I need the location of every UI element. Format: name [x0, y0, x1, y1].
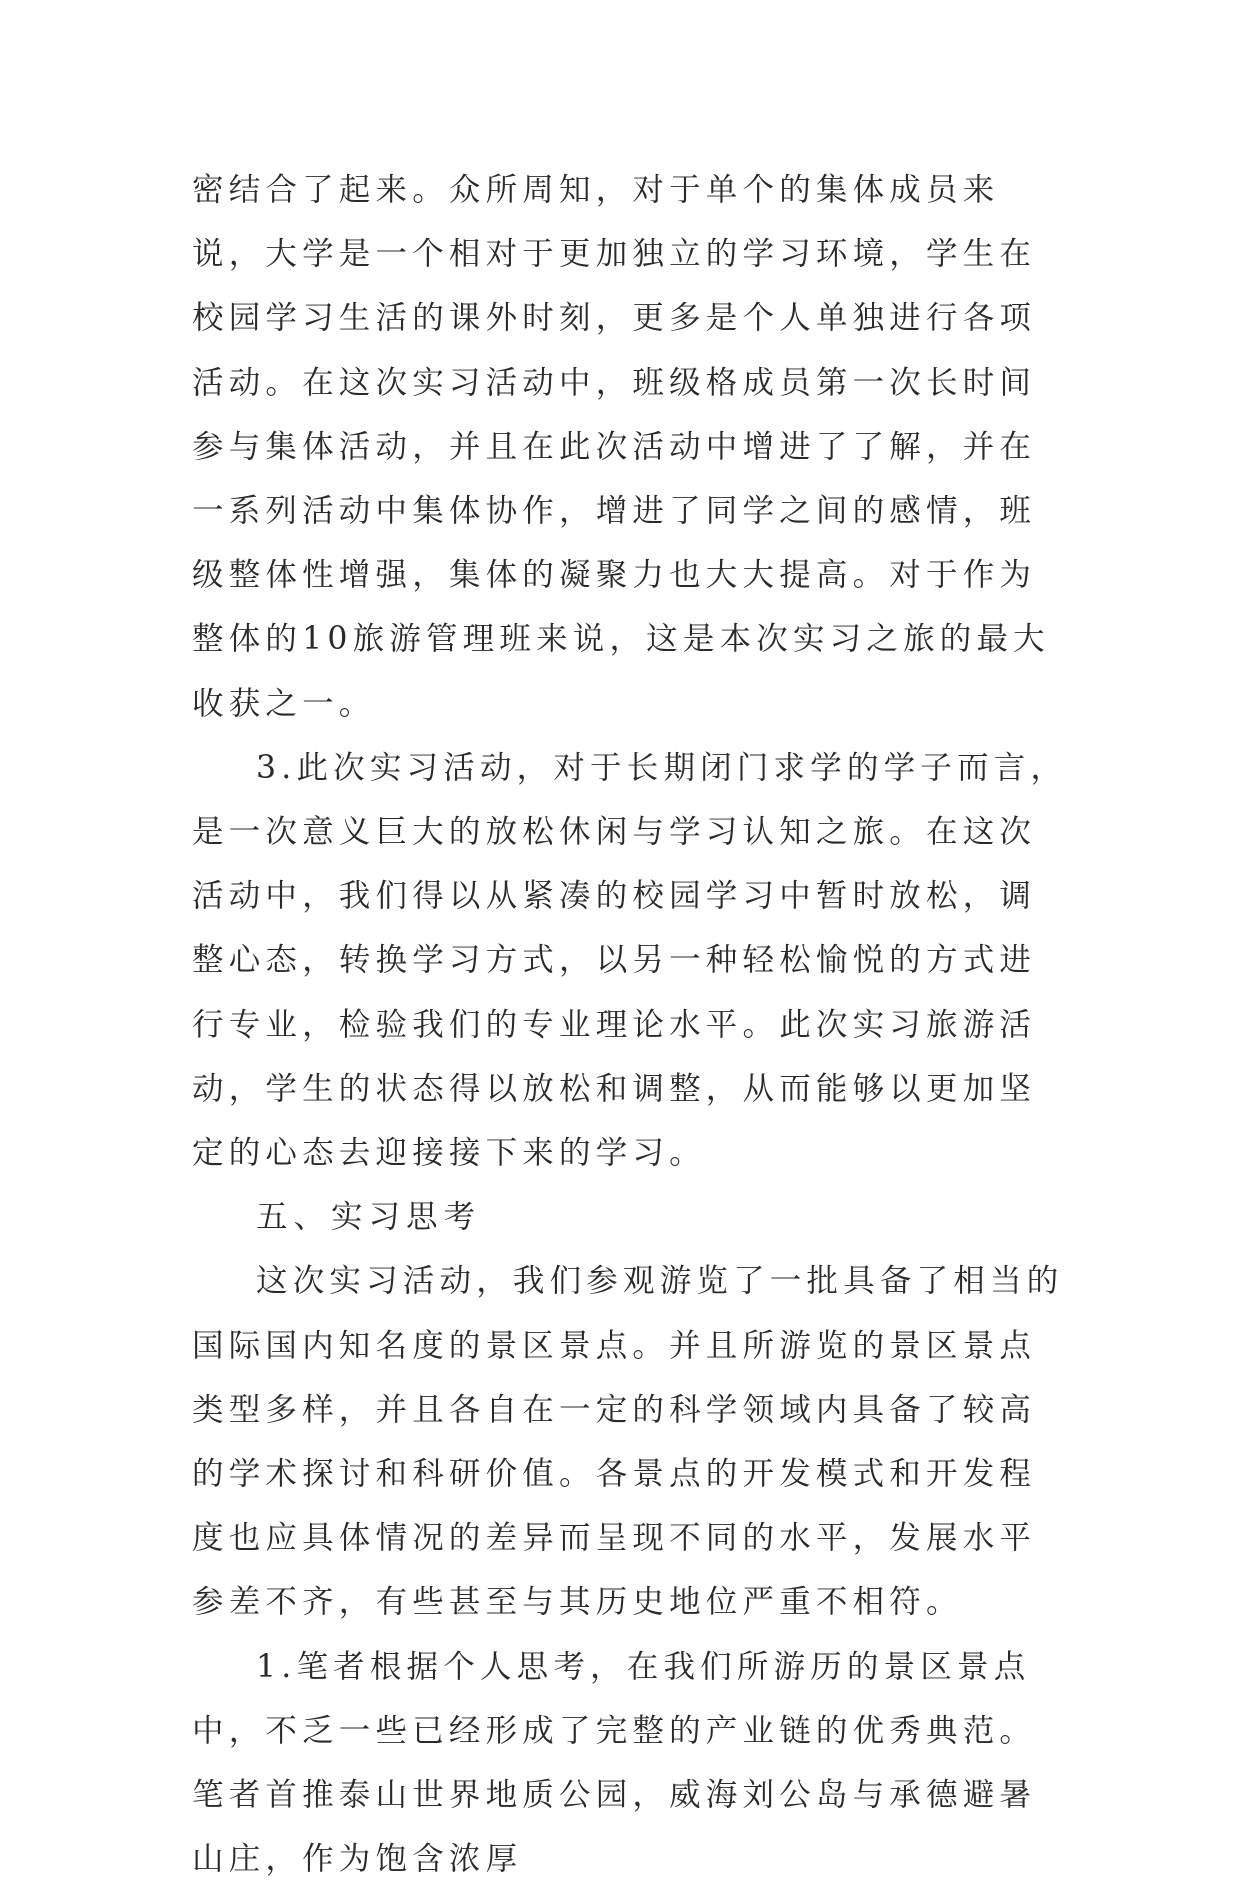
paragraph-reflection-intro: 这次实习活动，我们参观游览了一批具备了相当的国际国内知名度的景区景点。并且所游览的景区景点类型多样，并且各自在一定的科学领域内具备了较高的学术探讨和科研价值。各景点的开发模式和开发程度也应具体情况的差异而呈现不同的水平，发展水平参差不齐，有些甚至与其历史地位严重不相符。	[192, 1263, 1064, 1621]
paragraph-point-3: 3.此次实习活动，对于长期闭门求学的学子而言，是一次意义巨大的放松休闲与学习认知之旅。在这次活动中，我们得以从紧凑的校园学习中暂时放松，调整心态，转换学习方式，以另一种轻松愉悦的方式进行专业，检验我们的专业理论水平。此次实习旅游活动，学生的状态得以放松和调整，从而能够以更加坚定的心态去迎接接下来的学习。	[192, 749, 1068, 1172]
body-text	[192, 158, 1072, 1891]
paragraph-point-1: 1.笔者根据个人思考，在我们所游历的景区景点中，不乏一些已经形成了完整的产业链的优秀典范。笔者首推泰山世界地质公园，威海刘公岛与承德避暑山庄，作为饱含浓厚	[192, 1648, 1037, 1878]
section-heading: 五、实习思考	[256, 1199, 482, 1236]
paragraph-continued: 密结合了起来。众所周知，对于单个的集体成员来说，大学是一个相对于更加独立的学习环境，学生在校园学习生活的课外时刻，更多是个人单独进行各项活动。在这次实习活动中，班级格成员第一次长时间参与集体活动，并且在此次活动中增进了了解，并在一系列活动中集体协作，增进了同学之间的感情，班级整体性增强，集体的凝聚力也大大提高。对于作为整体的10旅游管理班来说，这是本次实习之旅的最大收获之一。	[192, 172, 1050, 722]
